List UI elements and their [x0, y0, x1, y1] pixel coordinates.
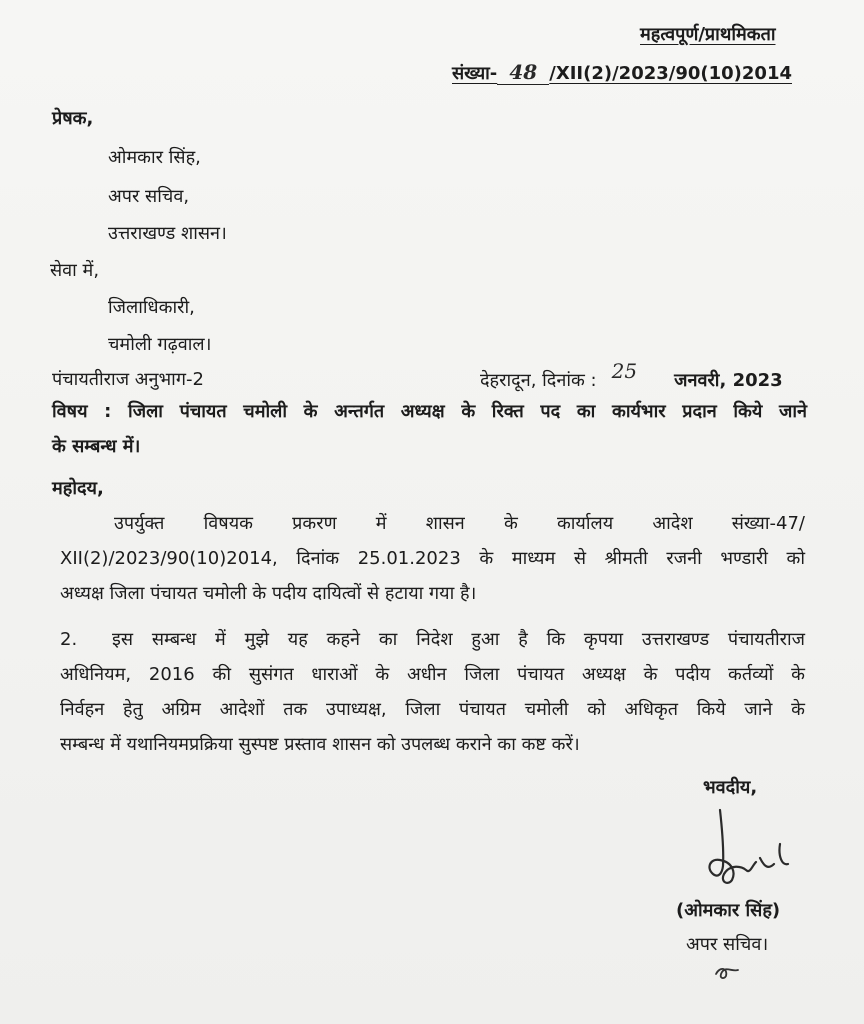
valediction: भवदीय,	[703, 777, 758, 798]
paragraph-2-line-1: 2. इस सम्बन्ध में मुझे यह कहने का निदेश हुआ है कि कृपया उत्तराखण्ड पंचायतीराज	[60, 622, 805, 657]
paragraph-1	[60, 506, 805, 611]
paragraph-2-line-3: निर्वहन हेतु अग्रिम आदेशों तक उपाध्यक्ष, जिला पंचायत चमोली को अधिकृत किये जाने के	[60, 699, 805, 720]
signatory-designation: अपर सचिव।	[686, 934, 769, 955]
subject	[52, 394, 807, 464]
signatory-name: (ओमकार सिंह)	[676, 900, 781, 921]
paragraph-2-line-4: सम्बन्ध में यथानियमप्रक्रिया सुस्पष्ट प्रस्ताव शासन को उपलब्ध कराने का कष्ट करें।	[60, 734, 580, 755]
handwritten-day: 25	[611, 359, 638, 383]
paragraph-1-line-2: XII(2)/2023/90(10)2014, दिनांक 25.01.2023 के माध्यम से श्रीमती रजनी भण्डारी को	[60, 548, 805, 569]
sender-label: प्रेषक,	[52, 108, 94, 129]
paragraph-1-line-3: अध्यक्ष जिला पंचायत चमोली के पदीय दायित्वों से हटाया गया है।	[60, 583, 477, 604]
place-date	[480, 359, 783, 392]
handwritten-initial	[710, 958, 744, 984]
paragraph-2-line-2: अधिनियम, 2016 की सुसंगत धाराओं के अधीन जिला पंचायत अध्यक्ष के पदीय कर्तव्यों के	[60, 664, 805, 685]
paragraph-2	[60, 622, 805, 762]
sender-designation: अपर सचिव,	[108, 186, 190, 207]
salutation: महोदय,	[52, 478, 104, 499]
reference-suffix: /XII(2)/2023/90(10)2014	[549, 63, 792, 84]
priority-marking: महत्वपूर्ण/प्राथमिकता	[640, 24, 776, 45]
reference-handwritten-number: 48	[497, 60, 549, 85]
sender-office: उत्तराखण्ड शासन।	[108, 223, 227, 244]
subject-line-1: विषय : जिला पंचायत चमोली के अन्तर्गत अध्यक्ष के रिक्त पद का कार्यभार प्रदान किये जाने	[52, 401, 807, 422]
recipient-location: चमोली गढ़वाल।	[108, 334, 212, 355]
paragraph-2-number: 2.	[60, 629, 78, 650]
recipient-designation: जिलाधिकारी,	[108, 297, 195, 318]
month-year: जनवरी, 2023	[674, 370, 783, 391]
handwritten-signature	[680, 808, 810, 898]
reference-prefix: संख्या-	[452, 63, 498, 84]
section-name: पंचायतीराज अनुभाग-2	[52, 369, 204, 390]
place-date-label: देहरादून, दिनांक :	[480, 370, 597, 391]
subject-line-2: के सम्बन्ध में।	[52, 436, 141, 457]
recipient-label: सेवा में,	[50, 260, 100, 281]
reference-number	[452, 60, 792, 85]
paragraph-1-line-1: उपर्युक्त विषयक प्रकरण में शासन के कार्यालय आदेश संख्या-47/	[114, 513, 805, 534]
sender-name: ओमकार सिंह,	[108, 147, 201, 168]
